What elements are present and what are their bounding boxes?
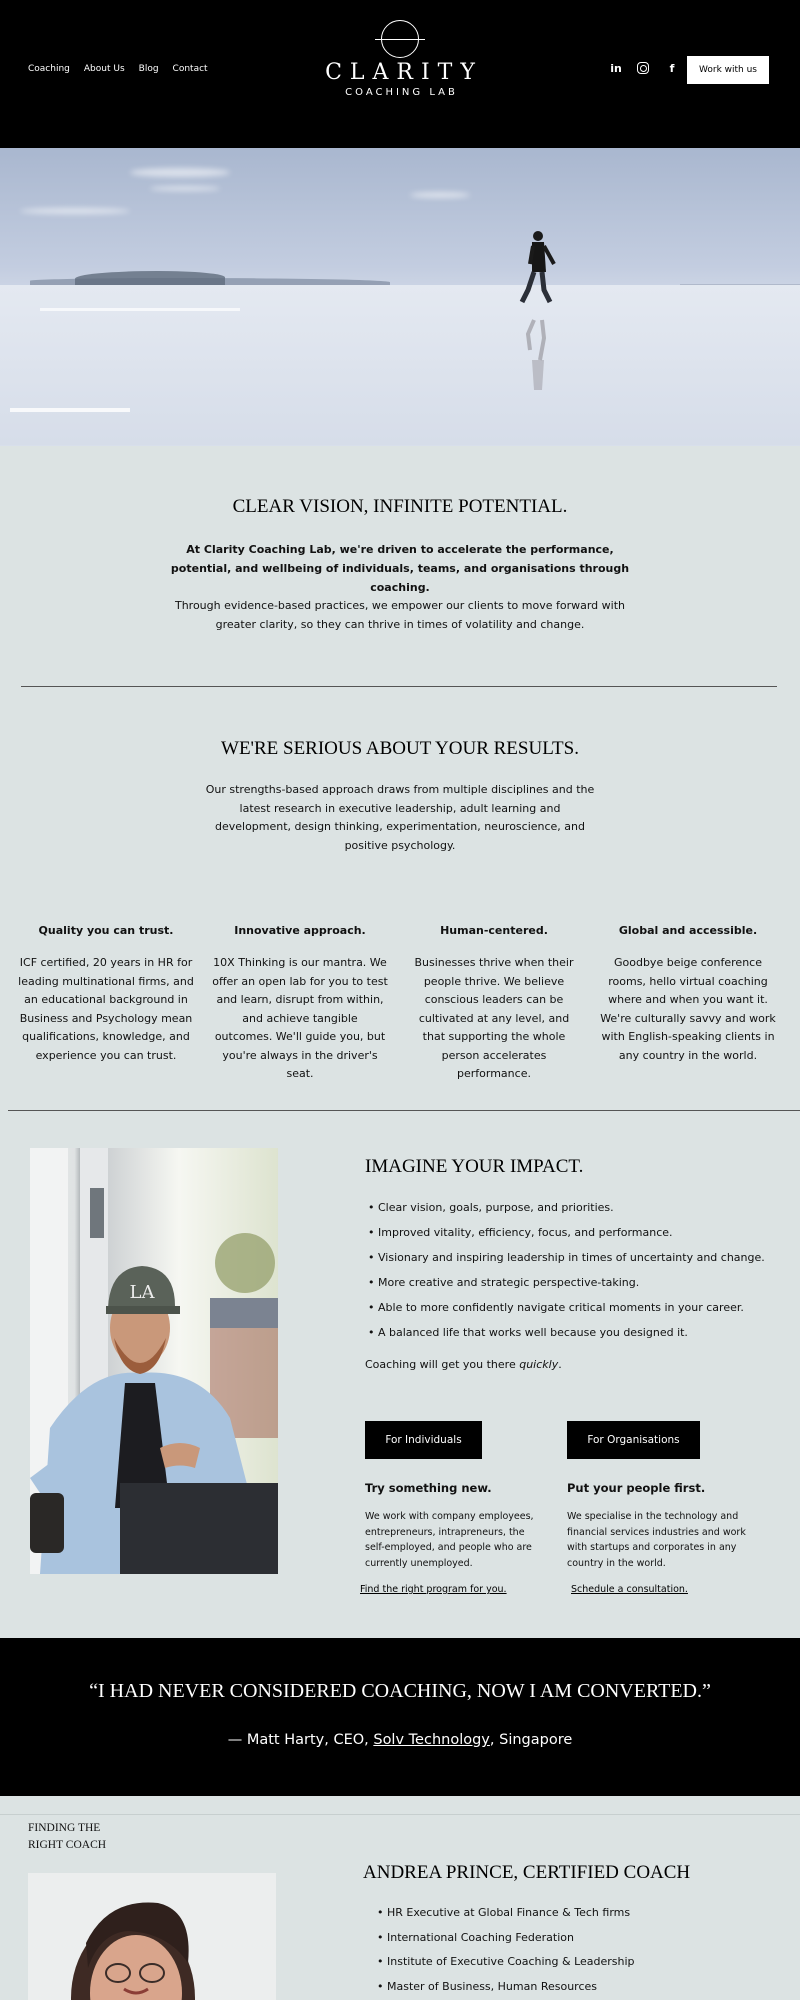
- attribution-suffix: , Singapore: [489, 1732, 573, 1748]
- cloud: [130, 168, 230, 177]
- company-link[interactable]: Solv Technology: [373, 1732, 490, 1748]
- coach-title: ANDREA PRINCE, CERTIFIED COACH: [363, 1862, 691, 1883]
- coach-credentials-list: [387, 1906, 635, 2000]
- section-divider: [8, 1110, 800, 1111]
- man-with-cap-illustration: [30, 1148, 278, 1574]
- list-item: • Master of Business, Human Resources: [387, 1980, 635, 2000]
- find-program-link[interactable]: Find the right program for you.: [360, 1584, 507, 1595]
- logo-circle-icon: [381, 20, 419, 58]
- cap-logo: LA: [129, 1282, 155, 1303]
- woman-portrait-illustration: [28, 1873, 276, 2000]
- results-text: Our strengths-based approach draws from multiple disciplines and the latest research in executive leadership, adult learning and development, design thinking, experimentation, neuroscience, and positive psychology.: [205, 783, 595, 852]
- feature-human-centered: [406, 924, 582, 1084]
- site-header: [0, 0, 800, 148]
- linkedin-icon[interactable]: in: [610, 61, 622, 75]
- feature-text: Businesses thrive when their people thrive. We believe conscious leaders can be cultivated at any level, and that supporting the whole person accelerates performance.: [414, 956, 574, 1080]
- impact-closing: [365, 1358, 562, 1371]
- hero-image: [0, 148, 800, 446]
- organisations-heading: Put your people first.: [567, 1481, 706, 1495]
- feature-title: Innovative approach.: [234, 924, 366, 937]
- water-highlight: [40, 308, 240, 311]
- individuals-heading: Try something new.: [365, 1481, 492, 1495]
- section-label-line: FINDING THE: [28, 1822, 101, 1834]
- list-item: • More creative and strategic perspective-taking.: [378, 1276, 765, 1301]
- section-label-line: RIGHT COACH: [28, 1839, 107, 1851]
- coach-at-laptop-photo: [30, 1148, 278, 1574]
- work-with-us-button[interactable]: Work with us: [687, 56, 769, 84]
- section-divider: [21, 686, 777, 687]
- impact-closing-period: .: [558, 1358, 562, 1371]
- nav-coaching[interactable]: Coaching: [28, 64, 70, 74]
- cloud: [410, 192, 470, 198]
- feature-title: Human-centered.: [440, 924, 548, 937]
- list-item: • Able to more confidently navigate critical moments in your career.: [378, 1301, 765, 1326]
- impact-benefits-list: [378, 1201, 765, 1351]
- impact-title: IMAGINE YOUR IMPACT.: [365, 1156, 584, 1177]
- organisations-text: We specialise in the technology and financial services industries and work with startups and corporates in any country in the world.: [567, 1511, 746, 1569]
- water-highlight: [10, 408, 130, 412]
- cloud: [20, 208, 130, 214]
- instagram-icon[interactable]: [637, 62, 649, 74]
- nav-contact[interactable]: Contact: [172, 64, 208, 74]
- section-divider: [0, 1814, 800, 1815]
- schedule-consultation-link[interactable]: Schedule a consultation.: [571, 1584, 688, 1595]
- section-label: [28, 1820, 106, 1854]
- list-item: • Visionary and inspiring leadership in times of uncertainty and change.: [378, 1251, 765, 1276]
- list-item: • Improved vitality, efficiency, focus, and performance.: [378, 1226, 765, 1251]
- impact-closing-emphasis: quickly: [519, 1358, 559, 1371]
- feature-title: Global and accessible.: [618, 924, 758, 937]
- list-item: • A balanced life that works well because you designed it.: [378, 1326, 765, 1351]
- logo-subtitle: COACHING LAB: [345, 87, 458, 98]
- nav-about-us[interactable]: About Us: [83, 64, 125, 74]
- for-organisations-button[interactable]: For Organisations: [567, 1421, 700, 1459]
- coach-portrait: [28, 1873, 276, 2000]
- list-item: • Institute of Executive Coaching & Leadership: [387, 1955, 635, 1980]
- feature-global: [600, 924, 776, 1065]
- list-item: • HR Executive at Global Finance & Tech firms: [387, 1906, 635, 1931]
- feature-quality: [18, 924, 194, 1065]
- island-mountain: [75, 271, 225, 285]
- walking-person: [508, 228, 568, 428]
- intro-title: CLEAR VISION, INFINITE POTENTIAL.: [232, 496, 568, 517]
- results-title: WE'RE SERIOUS ABOUT YOUR RESULTS.: [221, 738, 579, 759]
- list-item: • International Coaching Federation: [387, 1931, 635, 1956]
- intro-mission: At Clarity Coaching Lab, we're driven to accelerate the performance, potential, and wellbeing of individuals, teams, and organisations through coaching.: [170, 543, 630, 594]
- impact-closing-text: Coaching will get you there: [365, 1358, 520, 1371]
- feature-text: ICF certified, 20 years in HR for leading multinational firms, and an educational background in Business and Psychology mean qualifications, knowledge, and experience you can trust.: [18, 956, 194, 1062]
- testimonial-quote: “I HAD NEVER CONSIDERED COACHING, NOW I AM CONVERTED.”: [89, 1680, 711, 1702]
- feature-text: Goodbye beige conference rooms, hello virtual coaching where and when you want it. We're culturally savvy and work with English-speaking clients in any country in the world.: [600, 956, 776, 1062]
- feature-innovative: [212, 924, 388, 1084]
- feature-text: 10X Thinking is our mantra. We offer an open lab for you to test and learn, disrupt from within, and achieve tangible outcomes. We'll guide you, but you're always in the driver's seat.: [212, 956, 388, 1080]
- nav-blog[interactable]: Blog: [138, 64, 159, 74]
- logo-title: CLARITY: [325, 60, 483, 85]
- list-item: • Clear vision, goals, purpose, and priorities.: [378, 1201, 765, 1226]
- testimonial-band: [0, 1638, 800, 1796]
- site-logo[interactable]: [0, 20, 800, 98]
- for-individuals-button[interactable]: For Individuals: [365, 1421, 482, 1459]
- cloud: [150, 186, 220, 191]
- feature-title: Quality you can trust.: [38, 924, 174, 937]
- individuals-text: We work with company employees, entrepreneurs, intrapreneurs, the self-employed, and people who are currently unemployed.: [365, 1511, 534, 1569]
- intro-text: Through evidence-based practices, we empower our clients to move forward with greater clarity, so they can thrive in times of volatility and change.: [174, 599, 626, 631]
- facebook-icon[interactable]: f: [669, 61, 675, 75]
- testimonial-attribution: [0, 1732, 800, 1748]
- attribution-prefix: — Matt Harty, CEO,: [227, 1732, 374, 1748]
